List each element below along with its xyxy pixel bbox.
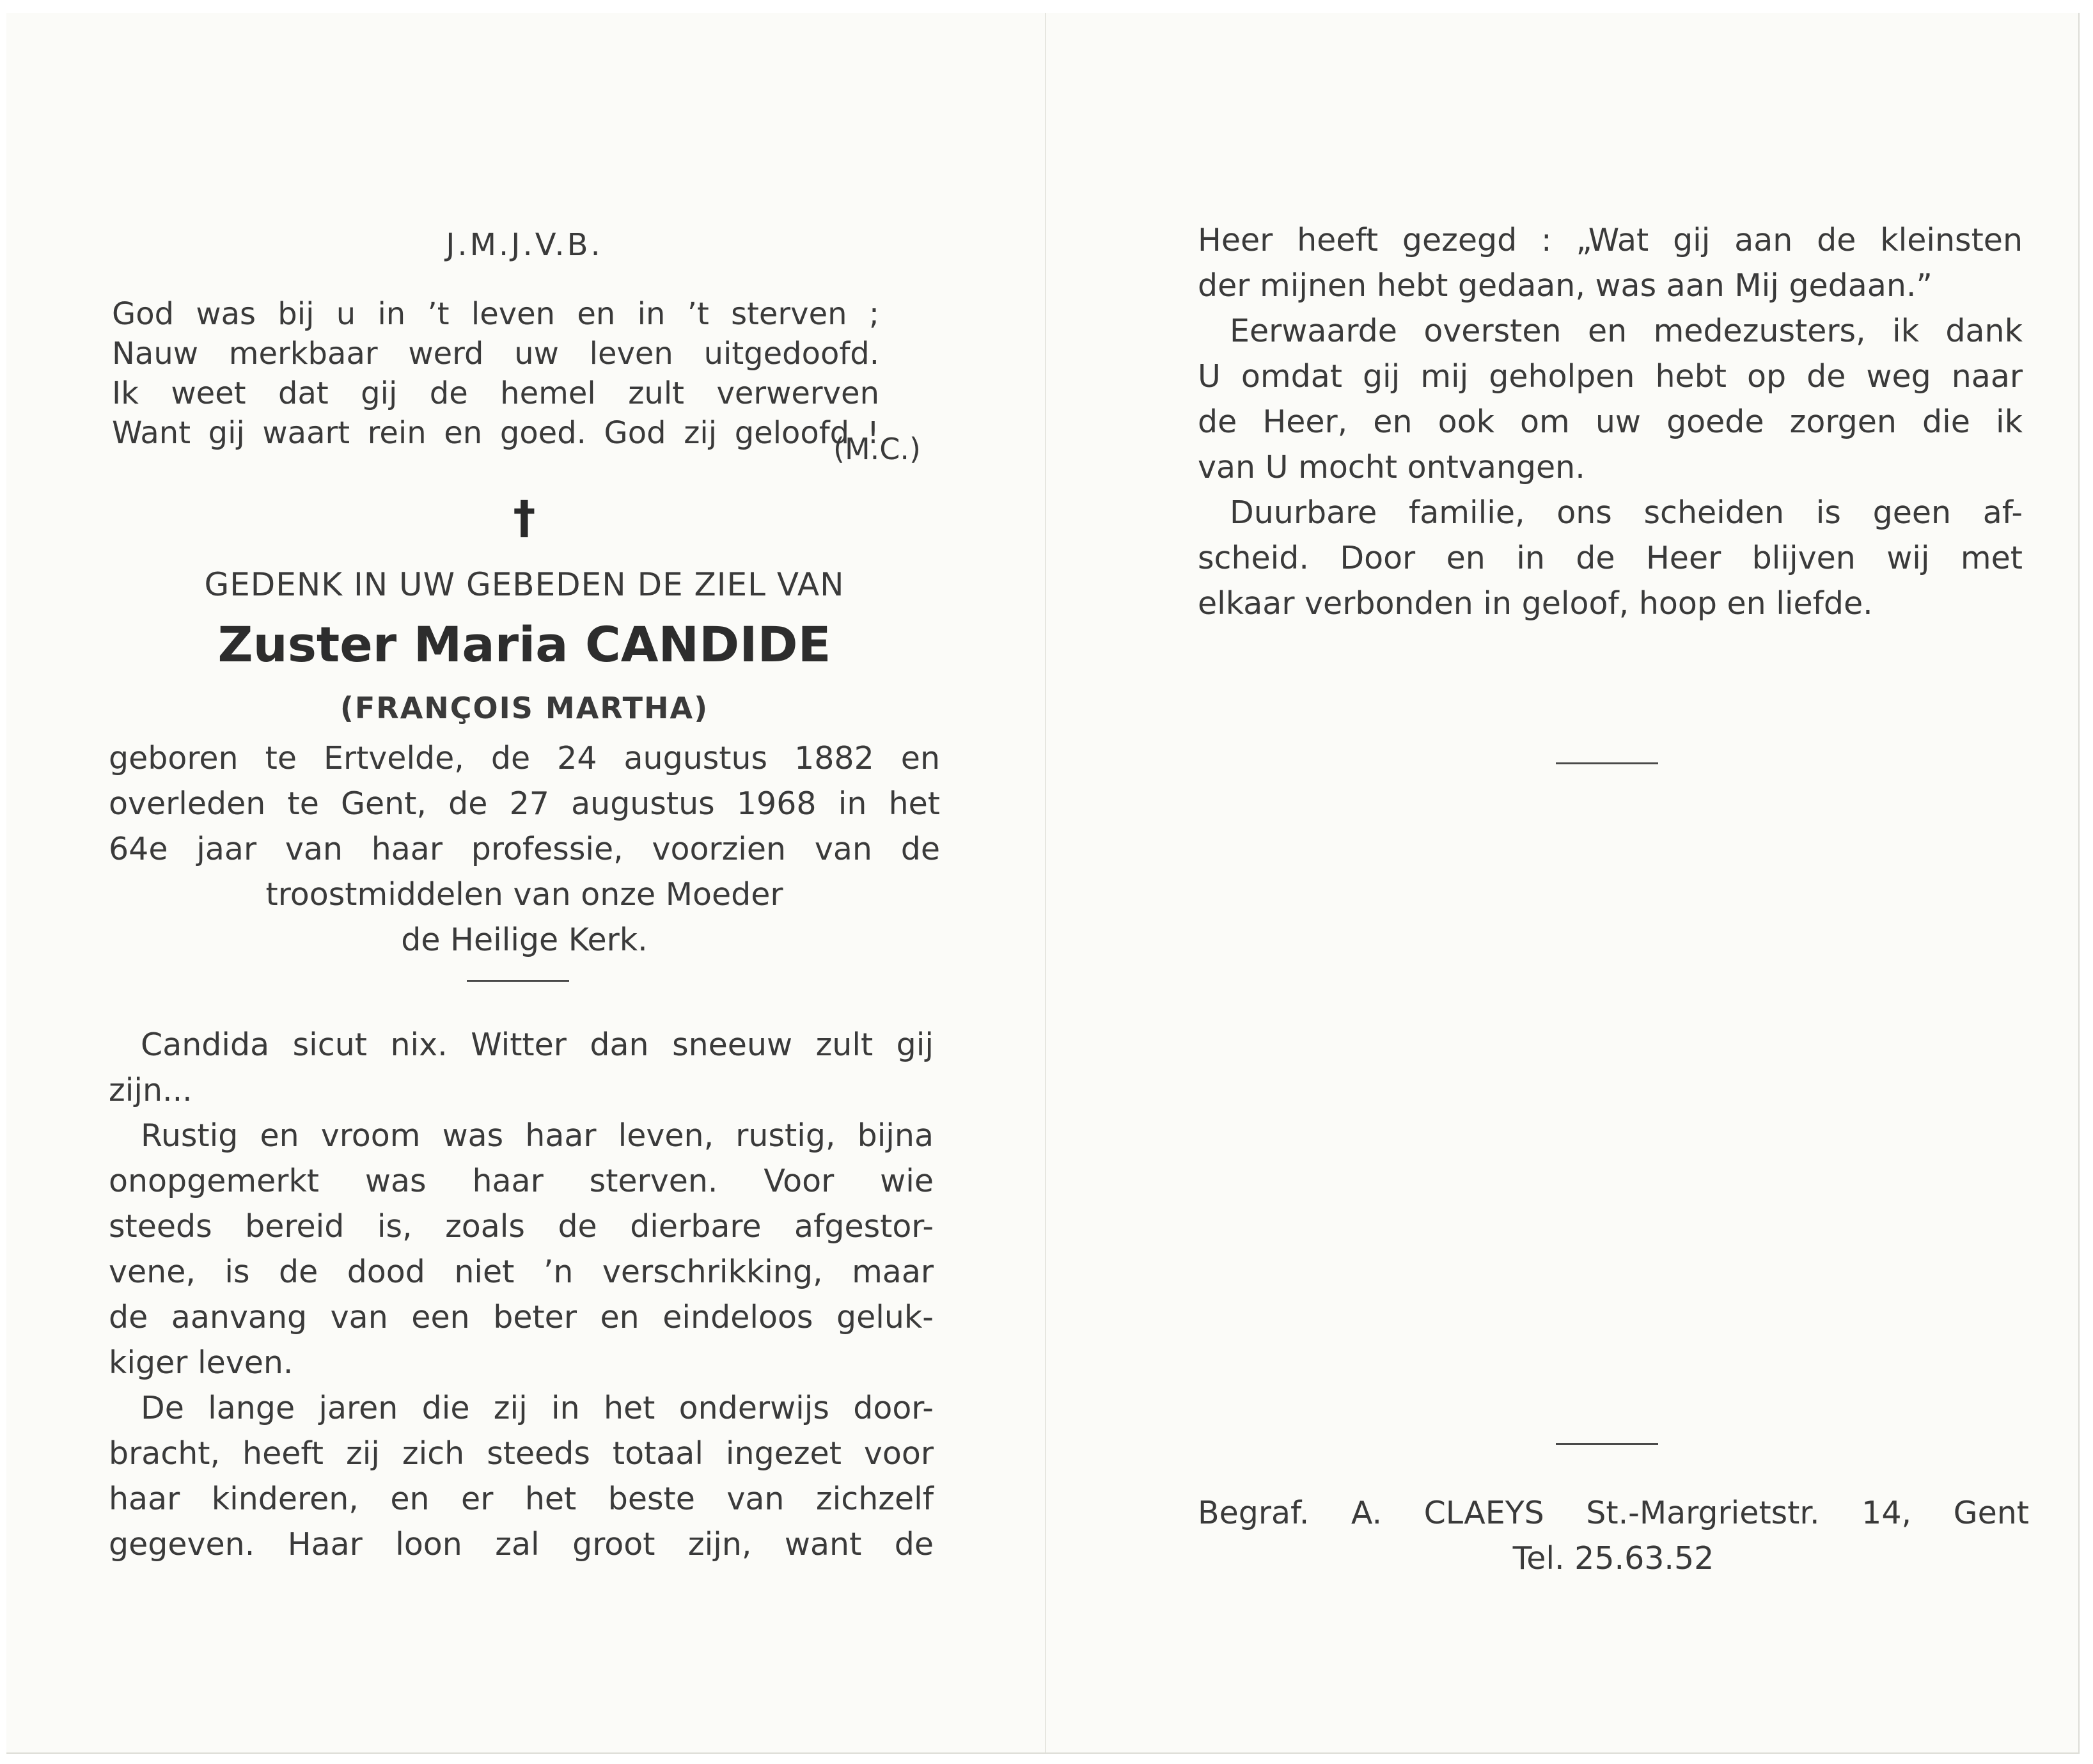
text-line: de aanvang van een beter en eindeloos geluk- bbox=[109, 1299, 934, 1335]
paragraph-heer bbox=[1198, 217, 2023, 308]
text-line: Duurbare familie, ons scheiden is geen af- bbox=[1230, 494, 2023, 531]
paragraph-onderwijs bbox=[109, 1385, 934, 1567]
bio-line: geboren te Ertvelde, de 24 augustus 1882 en bbox=[109, 740, 940, 776]
text-line: der mijnen hebt gedaan, was aan Mij gedaan.” bbox=[1198, 267, 1932, 304]
poem bbox=[112, 294, 879, 453]
bio-line: de Heilige Kerk. bbox=[401, 922, 648, 958]
text-line: U omdat gij mij geholpen hebt op de weg naar bbox=[1198, 358, 2023, 395]
paragraph-candida bbox=[109, 1022, 934, 1113]
text-line: Rustig en vroom was haar leven, rustig, bijna bbox=[141, 1117, 934, 1154]
poem-line: Ik weet dat gij de hemel zult verwerven bbox=[112, 375, 879, 411]
cross-icon: † bbox=[513, 491, 536, 544]
text-line: elkaar verbonden in geloof, hoop en liefde. bbox=[1198, 585, 1873, 622]
printer-address: Begraf. A. CLAEYS St.-Margrietstr. 14, Gent bbox=[1198, 1495, 2029, 1531]
text-line: bracht, heeft zij zich steeds totaal ingezet voor bbox=[109, 1435, 934, 1472]
text-line: haar kinderen, en er het beste van zichzelf bbox=[109, 1481, 934, 1517]
text-line: steeds bereid is, zoals de dierbare afgestor- bbox=[109, 1208, 934, 1245]
printer-phone: Tel. 25.63.52 bbox=[1512, 1540, 1714, 1577]
text-line: scheid. Door en in de Heer blijven wij met bbox=[1198, 540, 2023, 576]
right-panel bbox=[1198, 13, 2029, 1752]
text-line: De lange jaren die zij in het onderwijs door- bbox=[141, 1390, 934, 1426]
remembrance-heading: GEDENK IN UW GEBEDEN DE ZIEL VAN bbox=[204, 566, 845, 603]
card-fold-line bbox=[1045, 13, 1046, 1752]
poem-author: (M.C.) bbox=[833, 432, 921, 466]
paragraph-rustig bbox=[109, 1113, 934, 1385]
birth-name: (FRANÇOIS MARTHA) bbox=[340, 691, 709, 725]
text-line: onopgemerkt was haar sterven. Voor wie bbox=[109, 1163, 934, 1199]
paragraph-oversten bbox=[1198, 308, 2023, 490]
text-line: van U mocht ontvangen. bbox=[1198, 449, 1585, 485]
text-line: kiger leven. bbox=[109, 1344, 294, 1381]
divider bbox=[467, 980, 569, 982]
bio-line: troostmiddelen van onze Moeder bbox=[265, 876, 783, 913]
paragraph-familie bbox=[1198, 490, 2023, 626]
deceased-name: Zuster Maria CANDIDE bbox=[217, 616, 831, 673]
memorial-card bbox=[6, 13, 2080, 1754]
poem-line: Want gij waart rein en goed. God zij geloofd ! bbox=[112, 415, 879, 451]
text-line: vene, is de dood niet ’n verschrikking, maar bbox=[109, 1254, 934, 1290]
divider bbox=[1556, 762, 1658, 764]
left-panel bbox=[109, 13, 940, 1752]
text-line: Heer heeft gezegd : „Wat gij aan de kleinsten bbox=[1198, 222, 2023, 258]
text-line: zijn... bbox=[109, 1072, 192, 1108]
divider bbox=[1556, 1443, 1658, 1445]
bio-line: 64e jaar van haar professie, voorzien van de bbox=[109, 831, 940, 867]
poem-line: Nauw merkbaar werd uw leven uitgedoofd. bbox=[112, 336, 879, 372]
text-line: gegeven. Haar loon zal groot zijn, want de bbox=[109, 1526, 934, 1563]
text-line: Eerwaarde oversten en medezusters, ik dank bbox=[1230, 313, 2023, 349]
printer-credit bbox=[1198, 1490, 2029, 1581]
bio-line: overleden te Gent, de 27 augustus 1968 in het bbox=[109, 785, 940, 822]
text-line: de Heer, en ook om uw goede zorgen die ik bbox=[1198, 404, 2023, 440]
biography bbox=[109, 736, 940, 963]
initials-header: J.M.J.V.B. bbox=[446, 227, 603, 263]
text-line: Candida sicut nix. Witter dan sneeuw zult gij bbox=[141, 1027, 934, 1063]
poem-line: God was bij u in ’t leven en in ’t sterven ; bbox=[112, 296, 879, 332]
